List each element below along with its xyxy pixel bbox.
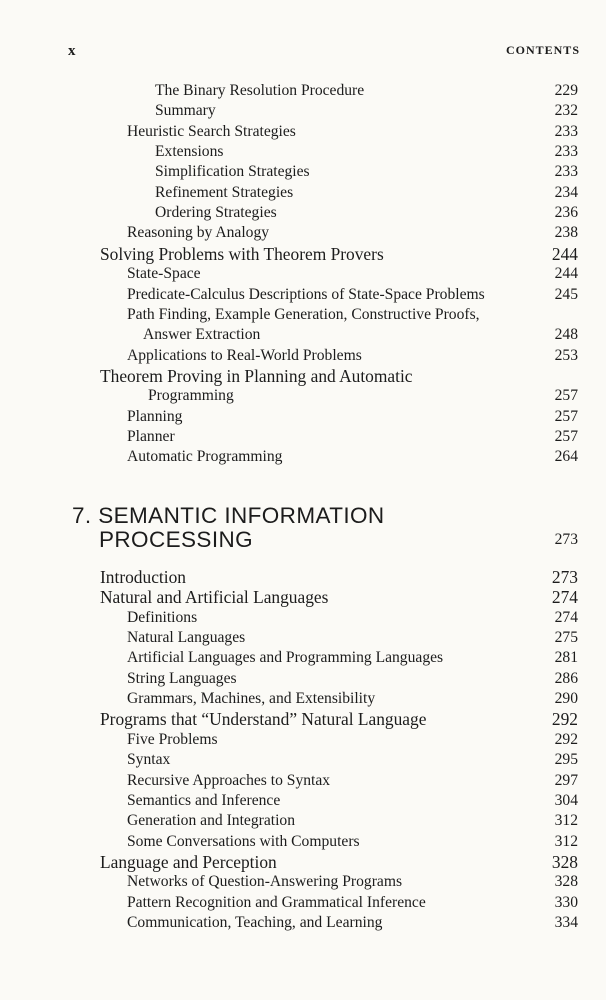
toc-entry-title: Path Finding, Example Generation, Constructive Proofs, bbox=[127, 305, 480, 323]
toc-entry bbox=[0, 730, 578, 750]
toc-entry-title: Introduction bbox=[100, 567, 186, 587]
toc-entry bbox=[0, 142, 578, 162]
toc-entry-page: 273 bbox=[551, 567, 578, 587]
toc-entry bbox=[0, 587, 578, 607]
toc-entry-page: 257 bbox=[554, 387, 578, 405]
toc-entry-title: Natural and Artificial Languages bbox=[100, 587, 329, 608]
toc-entry-page: 297 bbox=[554, 771, 578, 789]
toc-entry-title: Solving Problems with Theorem Provers bbox=[100, 243, 384, 264]
toc-entry bbox=[0, 669, 578, 689]
toc-entry-page: 232 bbox=[554, 102, 578, 120]
toc-entry-title: Heuristic Search Strategies bbox=[127, 122, 296, 140]
toc-entry bbox=[0, 608, 578, 628]
toc-entry-title: Summary bbox=[155, 102, 216, 120]
toc-entry-page: 236 bbox=[554, 204, 578, 222]
toc-entry bbox=[0, 264, 578, 284]
toc-entry bbox=[0, 567, 578, 587]
toc-entry-title: Five Problems bbox=[127, 730, 218, 748]
toc-entry-page: 238 bbox=[554, 224, 578, 242]
toc-entry bbox=[0, 223, 578, 243]
toc-entry bbox=[0, 183, 578, 203]
toc-entry-page: 274 bbox=[551, 587, 578, 608]
toc-entry-title: Applications to Real-World Problems bbox=[127, 346, 362, 364]
toc-entry bbox=[0, 852, 578, 872]
toc-entry bbox=[0, 122, 578, 142]
toc-entry-title: Pattern Recognition and Grammatical Inference bbox=[127, 893, 426, 911]
chapter-page-number: 273 bbox=[554, 531, 578, 548]
toc-entry-page: 257 bbox=[554, 407, 578, 425]
toc-entry-page: 295 bbox=[554, 751, 578, 769]
toc-entry bbox=[0, 893, 578, 913]
toc-entry-page: 281 bbox=[554, 649, 578, 667]
toc-entry-title: Grammars, Machines, and Extensibility bbox=[127, 690, 376, 708]
toc-entry bbox=[0, 832, 578, 852]
chapter-heading bbox=[72, 503, 578, 553]
toc-entry-title: Programs that “Understand” Natural Language bbox=[100, 709, 427, 730]
toc-entry-page: 274 bbox=[554, 608, 578, 626]
toc-entry-title: Generation and Integration bbox=[127, 812, 295, 830]
toc-entry bbox=[0, 811, 578, 831]
toc-entry bbox=[0, 427, 578, 447]
toc-entry-page: 292 bbox=[551, 709, 578, 730]
toc-entry-title: Answer Extraction bbox=[143, 326, 261, 344]
toc-entry-title: Simplification Strategies bbox=[155, 163, 310, 181]
toc-entry-title: Artificial Languages and Programming Languages bbox=[127, 649, 444, 667]
toc-entry-page: 290 bbox=[554, 690, 578, 708]
toc-entry-page: 233 bbox=[554, 163, 578, 181]
toc-entry bbox=[0, 366, 578, 386]
toc-entry-title: Ordering Strategies bbox=[155, 204, 277, 222]
toc-entry-title: Recursive Approaches to Syntax bbox=[127, 771, 331, 789]
toc-entry-title: Communication, Teaching, and Learning bbox=[127, 913, 383, 931]
toc-entry-page: 233 bbox=[554, 122, 578, 140]
toc-entry bbox=[0, 447, 578, 467]
toc-entry-page: 292 bbox=[554, 730, 578, 748]
toc-entry-title: Programming bbox=[148, 387, 234, 405]
toc-entry bbox=[0, 648, 578, 668]
toc-entry-page: 330 bbox=[554, 893, 578, 911]
toc-entry bbox=[0, 913, 578, 933]
toc-entry-page: 304 bbox=[554, 791, 578, 809]
toc-entry-title: Some Conversations with Computers bbox=[127, 832, 360, 850]
toc-entry bbox=[0, 771, 578, 791]
toc-entry bbox=[0, 203, 578, 223]
toc-entry-title: Semantics and Inference bbox=[127, 791, 281, 809]
toc-entry-title: Reasoning by Analogy bbox=[127, 224, 270, 242]
running-title: CONTENTS bbox=[505, 43, 580, 57]
toc-entry-page: 312 bbox=[554, 832, 578, 850]
toc-entry-title: Networks of Question-Answering Programs bbox=[127, 873, 403, 891]
toc-entry bbox=[0, 244, 578, 264]
toc-entry bbox=[0, 407, 578, 427]
page-number: x bbox=[68, 43, 77, 59]
toc-entry-page: 257 bbox=[554, 427, 578, 445]
chapter-title-line-2: PROCESSING bbox=[99, 527, 254, 552]
toc-entry-title: Theorem Proving in Planning and Automatic bbox=[100, 365, 413, 386]
toc-entry bbox=[0, 872, 578, 892]
toc-entry-page: 233 bbox=[554, 143, 578, 161]
toc-entry-title: Language and Perception bbox=[100, 851, 277, 872]
toc-entry bbox=[0, 325, 578, 345]
toc-entry-title: The Binary Resolution Procedure bbox=[155, 82, 365, 99]
toc-entry-page: 245 bbox=[554, 285, 578, 303]
toc-entry-title: Syntax bbox=[127, 751, 171, 769]
toc-entry-title: Predicate-Calculus Descriptions of State-Space Problems bbox=[127, 285, 485, 303]
toc-entry-title: Natural Languages bbox=[127, 629, 246, 647]
toc-entry-page: 334 bbox=[554, 913, 578, 931]
toc-entry-title: Definitions bbox=[127, 608, 198, 626]
toc-entry bbox=[0, 305, 578, 325]
toc-entry bbox=[0, 750, 578, 770]
toc-entry-page: 229 bbox=[554, 82, 578, 99]
toc-entry bbox=[0, 101, 578, 121]
toc-entry-title: Planning bbox=[127, 407, 183, 425]
chapter-title-line-1: 7. SEMANTIC INFORMATION bbox=[72, 503, 385, 528]
toc-entry-page: 264 bbox=[554, 448, 578, 466]
toc-entry bbox=[0, 628, 578, 648]
toc-entry bbox=[0, 386, 578, 406]
toc-entry-page: 248 bbox=[554, 326, 578, 344]
toc-entry-page: 253 bbox=[554, 346, 578, 364]
toc-entry bbox=[0, 689, 578, 709]
toc-entry bbox=[0, 346, 578, 366]
toc-entry-page: 286 bbox=[554, 669, 578, 687]
toc-entry bbox=[0, 791, 578, 811]
toc-entry bbox=[0, 81, 578, 101]
running-head bbox=[68, 43, 580, 63]
toc-entry-page: 234 bbox=[554, 183, 578, 201]
toc-entry-page: 275 bbox=[554, 629, 578, 647]
toc-entry-page: 244 bbox=[554, 265, 578, 283]
toc-entry bbox=[0, 709, 578, 729]
toc-entry-page: 244 bbox=[551, 243, 578, 264]
toc-entry bbox=[0, 162, 578, 182]
toc-entry-page: 312 bbox=[554, 812, 578, 830]
toc-entry-title: Refinement Strategies bbox=[155, 183, 294, 201]
toc-entry-title: String Languages bbox=[127, 669, 237, 687]
toc-entry-title: Planner bbox=[127, 427, 175, 445]
toc-entry-page: 328 bbox=[554, 873, 578, 891]
toc-entry bbox=[0, 285, 578, 305]
toc-entry-title: State-Space bbox=[127, 265, 201, 283]
toc-entry-title: Extensions bbox=[155, 143, 224, 161]
toc-entry-title: Automatic Programming bbox=[127, 448, 283, 466]
toc-entry-page: 328 bbox=[551, 851, 578, 872]
